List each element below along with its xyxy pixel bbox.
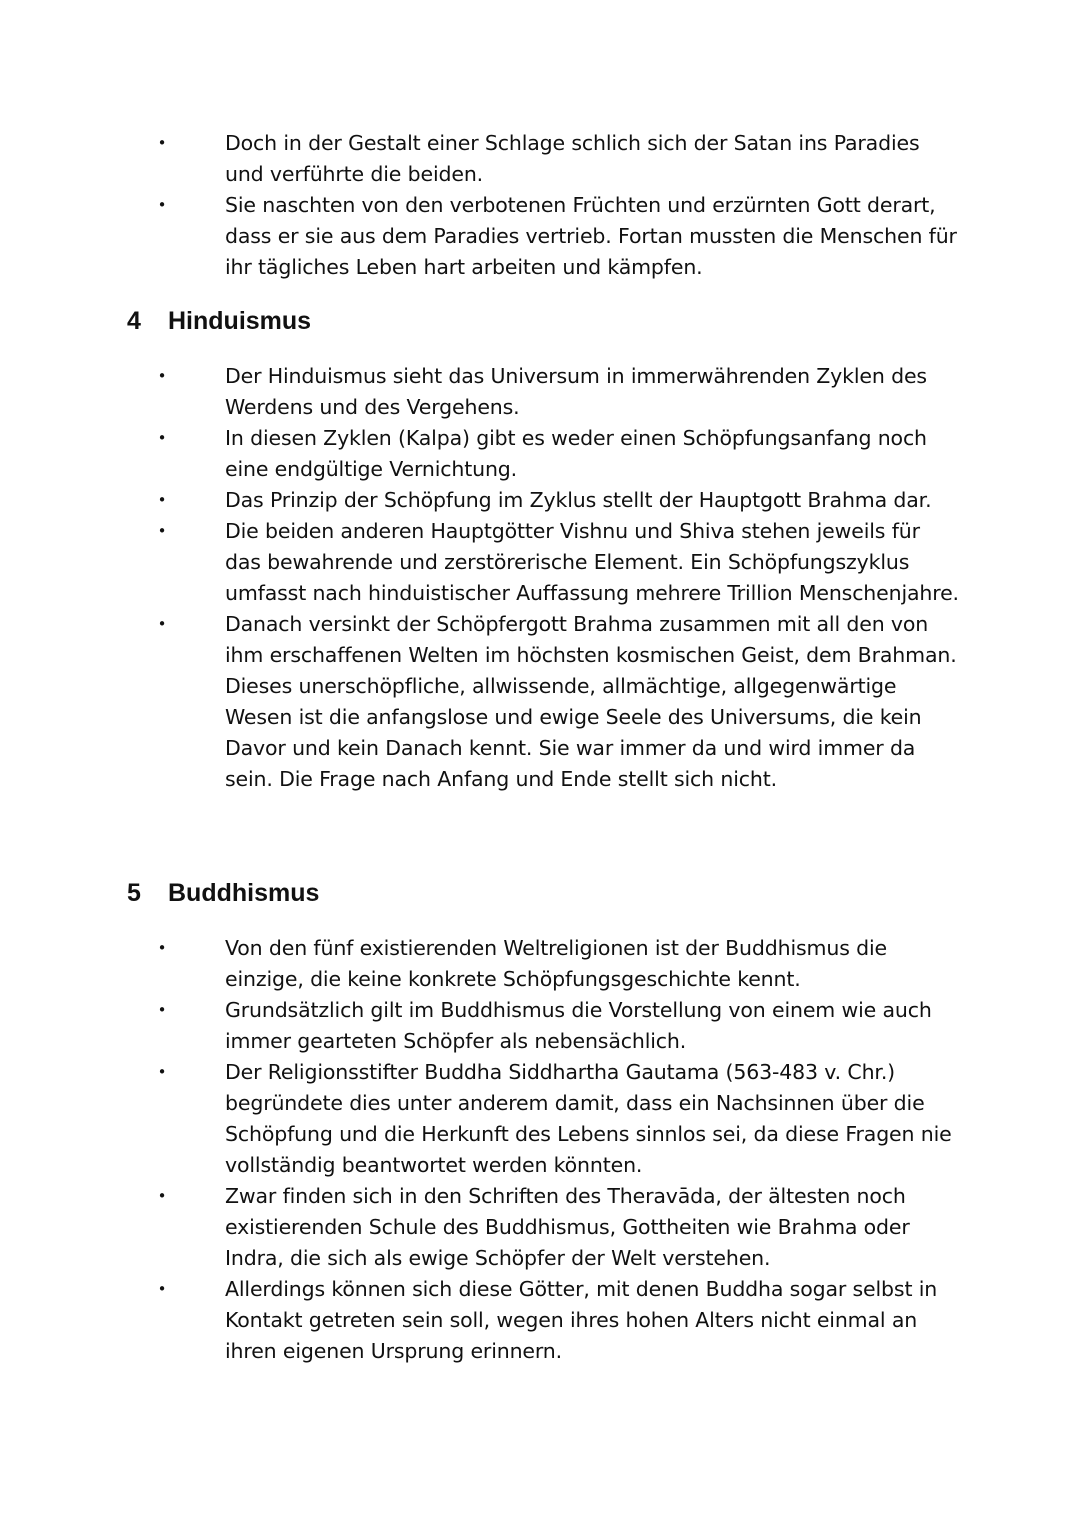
section-heading-hinduismus: [127, 306, 311, 336]
section-number: 5: [127, 879, 141, 907]
list-item-text: Der Religionsstifter Buddha Siddhartha Gautama (563-483 v. Chr.) begründete dies unter anderem damit, dass ein Nachsinnen über die Schöpfung und die Herkunft des Lebens sinnlos sei, da diese Fragen nie vollständig beantwortet werden könnten.: [225, 1060, 952, 1177]
list-item-text: In diesen Zyklen (Kalpa) gibt es weder einen Schöpfungsanfang noch eine endgültige Vernichtung.: [225, 426, 927, 481]
bullet-icon: •: [157, 1001, 167, 1019]
list-item: [0, 190, 1080, 283]
list-item-text: Doch in der Gestalt einer Schlage schlich sich der Satan ins Paradies und verführte die beiden.: [225, 131, 920, 186]
bullet-icon: •: [157, 522, 167, 540]
list-item: [0, 609, 1080, 795]
list-item-text: Der Hinduismus sieht das Universum in immerwährenden Zyklen des Werdens und des Vergehens.: [225, 364, 927, 419]
list-item: [0, 1274, 1080, 1367]
section-number: 4: [127, 307, 141, 335]
list-item-text: Danach versinkt der Schöpfergott Brahma zusammen mit all den von ihm erschaffenen Welten im höchsten kosmischen Geist, dem Brahman. Dieses unerschöpfliche, allwissende, allmächtige, allgegenwärtige Wesen ist die anfangslose und ewige Seele des Universums, die kein Davor und kein Danach kennt. Sie war immer da und wird immer da sein. Die Frage nach Anfang und Ende stellt sich nicht.: [225, 612, 957, 791]
bullet-icon: •: [157, 1187, 167, 1205]
list-item: [0, 128, 1080, 190]
bullet-icon: •: [157, 939, 167, 957]
section-title: Buddhismus: [168, 879, 320, 907]
section-title: Hinduismus: [168, 307, 312, 335]
list-item-text: Zwar finden sich in den Schriften des Theravāda, der ältesten noch existierenden Schule des Buddhismus, Gottheiten wie Brahma oder Indra, die sich als ewige Schöpfer der Welt verstehen.: [225, 1184, 910, 1270]
list-item: [0, 995, 1080, 1057]
section-heading-buddhismus: [127, 878, 319, 908]
bullet-icon: •: [157, 134, 167, 152]
list-item-text: Sie naschten von den verbotenen Früchten und erzürnten Gott derart, dass er sie aus dem Paradies vertrieb. Fortan mussten die Menschen für ihr tägliches Leben hart arbeiten und kämpfen.: [225, 193, 957, 279]
list-item-text: Das Prinzip der Schöpfung im Zyklus stellt der Hauptgott Brahma dar.: [225, 488, 932, 512]
bullet-icon: •: [157, 1063, 167, 1081]
intro-bullet-list: [0, 128, 1080, 283]
bullet-icon: •: [157, 491, 167, 509]
list-item-text: Grundsätzlich gilt im Buddhismus die Vorstellung von einem wie auch immer gearteten Schöpfer als nebensächlich.: [225, 998, 932, 1053]
list-item: [0, 933, 1080, 995]
bullet-icon: •: [157, 615, 167, 633]
list-item: [0, 485, 1080, 516]
list-item-text: Die beiden anderen Hauptgötter Vishnu und Shiva stehen jeweils für das bewahrende und zerstörerische Element. Ein Schöpfungszyklus umfasst nach hinduistischer Auffassung mehrere Trillion Menschenjahre.: [225, 519, 959, 605]
list-item-text: Allerdings können sich diese Götter, mit denen Buddha sogar selbst in Kontakt getreten sein soll, wegen ihres hohen Alters nicht einmal an ihren eigenen Ursprung erinnern.: [225, 1277, 938, 1363]
list-item: [0, 516, 1080, 609]
list-item: [0, 423, 1080, 485]
buddhismus-bullet-list: [0, 933, 1080, 1367]
list-item-text: Von den fünf existierenden Weltreligionen ist der Buddhismus die einzige, die keine konkrete Schöpfungsgeschichte kennt.: [225, 936, 887, 991]
bullet-icon: •: [157, 196, 167, 214]
hinduismus-bullet-list: [0, 361, 1080, 795]
bullet-icon: •: [157, 429, 167, 447]
list-item: [0, 361, 1080, 423]
list-item: [0, 1057, 1080, 1181]
bullet-icon: •: [157, 367, 167, 385]
bullet-icon: •: [157, 1280, 167, 1298]
list-item: [0, 1181, 1080, 1274]
